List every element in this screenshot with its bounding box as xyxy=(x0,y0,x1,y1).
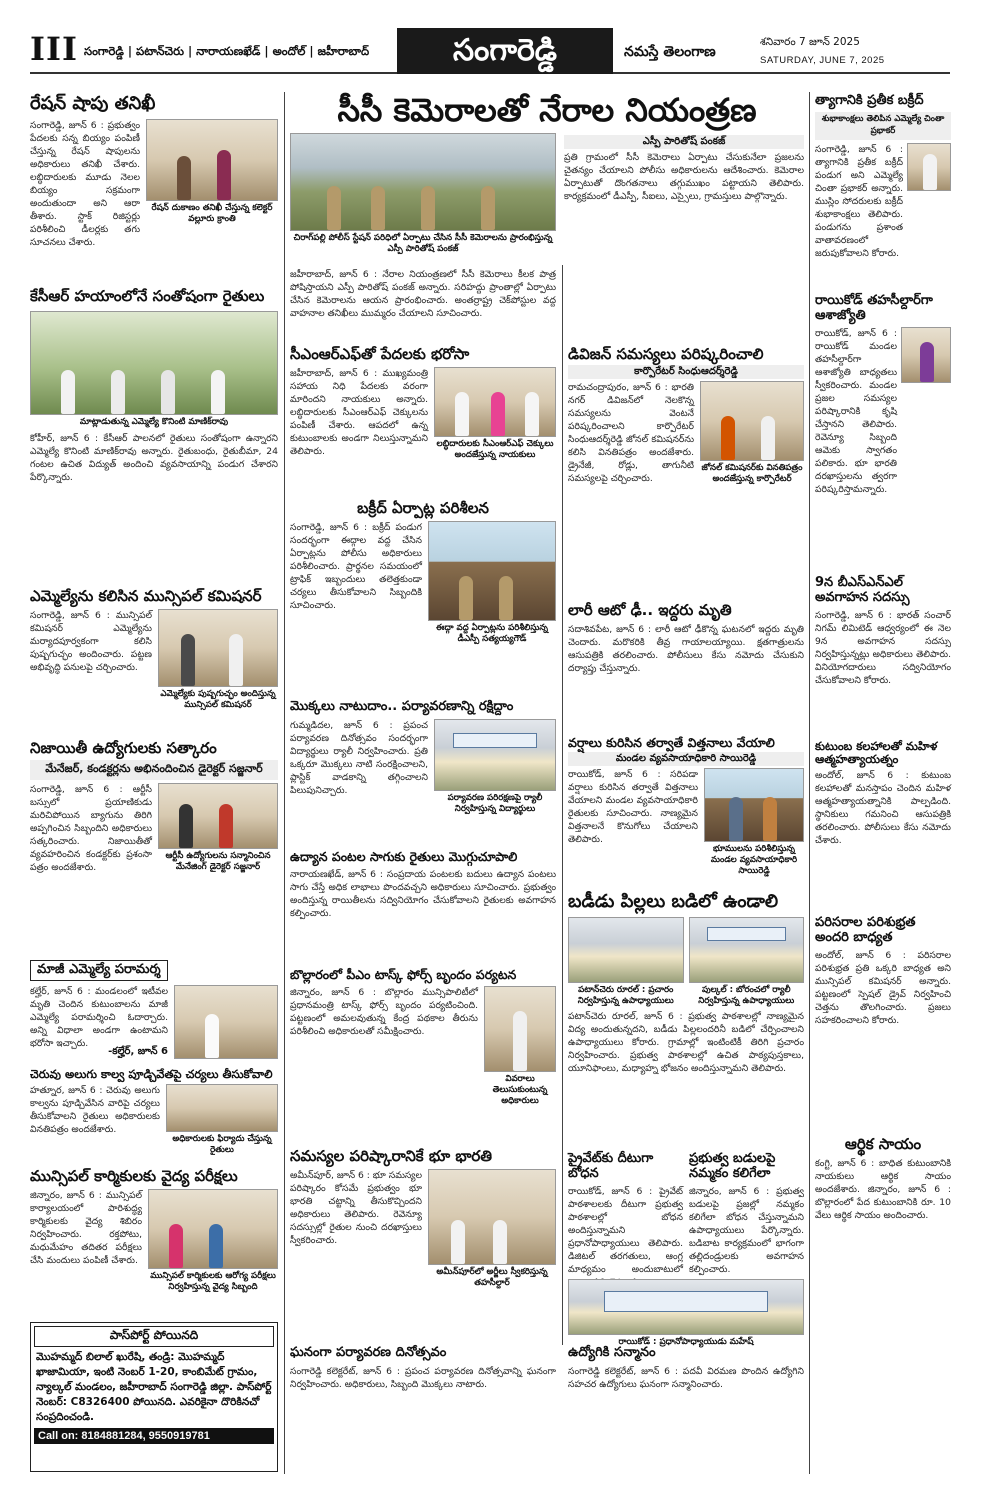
article-body: సంగారెడ్డి కలెక్టరేట్, జూన్ 6 : పదవీ విరమణ పొందిన ఉద్యోగిని సహచర ఉద్యోగులు ఘనంగా సన్మానించారు. xyxy=(568,1365,804,1390)
person-figure xyxy=(205,1014,219,1058)
headline: ఘనంగా పర్యావరణ దినోత్సవం xyxy=(290,1345,447,1360)
photo-caption: మున్సిపల్ కార్మికులకు ఆరోగ్య పరీక్షలు నిర్వహిస్తున్న వైద్య సిబ్బంది xyxy=(150,1271,276,1293)
headline: సమస్యల పరిష్కారానికే భూ భారతి xyxy=(290,1147,493,1165)
article-body: సంగారెడ్డి, జూన్ 6 : త్యాగానికి ప్రతీక బక్రీద్ పండుగ అని ఎమ్మెల్యే చింతా ప్రభాకర్ అన్నారు. ముస్లిం సోదరులకు బక్రీద్ శుభాకాంక్షలు తెలిపారు. పండుగను ప్రశాంత వాతావరణంలో జరుపుకోవాలని కోరారు. xyxy=(815,143,903,259)
article-municipal-health xyxy=(30,1168,278,1318)
article-kcr xyxy=(30,288,278,584)
article-plant-trees xyxy=(290,700,556,846)
person-figure xyxy=(513,1011,527,1071)
portrait-photo xyxy=(901,327,951,383)
article-body: జిన్నారం, జూన్ 6 : మున్సిపల్ కార్యాలయంలో పారిశుద్ధ్య కార్మికులకు వైద్య శిబిరం నిర్వహించారు. రక్తపోటు, మధుమేహం తదితర పరీక్షలు చేసి మందులు పంపిణీ చేశారు. xyxy=(30,1190,142,1267)
district-list: సంగారెడ్డి | పటాన్‌చెరు | నారాయణఖేడ్ | అందోల్ | జహీరాబాద్ xyxy=(84,44,370,58)
headline: మొక్కలు నాటుదాం.. పర్యావరణాన్ని రక్షిద్దాం xyxy=(290,699,514,714)
headline: మున్సిపల్ కార్మికులకు వైద్య పరీక్షలు xyxy=(30,1167,238,1185)
person-figure xyxy=(61,370,75,414)
article-body: రాయికోడ్, జూన్ 6 : సరిపడా వర్షాలు కురిసిన తర్వాతే విత్తనాలు వేయాలని మండల వ్యవసాయాధికారి రైతులకు సూచించారు. నాణ్యమైన విత్తనాలనే కొనుగోలు చేయాలని తెలిపారు. xyxy=(568,769,698,846)
news-photo xyxy=(158,783,278,849)
news-photo xyxy=(290,133,556,231)
ad-body: మొహమ్మద్ బిలాల్ ఖురేషి, తండ్రి: మొహమ్మద్ ఖాజామియా, ఇంటి నెంబర్ 1-20, కాంబిమేట్ గ్రామం, న్యాల్కల్ మండలం, జహీరాబాద్ సంగారెడ్డి జిల్లా. పాస్‌పోర్ట్ నెంబర్: C8326400 పోయినది. ఎవరికైనా దొరికినచో సంప్రదించండి. xyxy=(36,1351,272,1423)
news-photo xyxy=(689,917,805,983)
person-figure xyxy=(209,1224,223,1268)
article-body: అమీన్‌పూర్, జూన్ 6 : భూ సమస్యల పరిష్కారం కోసమే ప్రభుత్వం భూ భారతి చట్టాన్ని తీసుకొచ్చిందని అధికారులు తెలిపారు. రెవెన్యూ సదస్సుల్లో రైతుల నుంచి దరఖాస్తులు స్వీకరించారు. xyxy=(290,1170,422,1247)
person-figure xyxy=(493,1220,507,1264)
paper-name: నమస్తే తెలంగాణ xyxy=(624,44,716,60)
article-ex-mla xyxy=(30,960,278,1064)
photo-caption: ఆర్టీసీ ఉద్యోగులను సన్మానించిన మేనేజింగ్ డైరెక్టర్ సజ్జనార్ xyxy=(165,851,271,873)
person-figure xyxy=(459,576,473,620)
article-cctv-body xyxy=(290,268,556,340)
article-bhu-bharathi xyxy=(290,1148,556,1342)
article-bakrid xyxy=(290,500,556,696)
news-photo xyxy=(568,917,684,983)
rally-banner xyxy=(604,1291,768,1313)
headline: రేషన్ షాపు తనిఖీ xyxy=(30,93,156,114)
person-figure xyxy=(491,392,505,436)
article-body: జహీరాబాద్, జూన్ 6 : నేరాల నియంత్రణలో సీసీ కెమెరాలు కీలక పాత్ర పోషిస్తాయని ఎస్పీ పారితోష్ పంకజ్ అన్నారు. సరిహద్దు ప్రాంతాల్లో ఏర్పాటు చేసిన కెమెరాలను ఆయన ప్రారంభించారు. అంతర్రాష్ట్ర చెక్‌పోస్టుల వద్ద వాహనాల తనిఖీలు ముమ్మరం చేయాలని సూచించారు. xyxy=(290,269,556,319)
headline: ఉద్యాన పంటల సాగుకు రైతులు మొగ్గుచూపాలి xyxy=(290,849,518,864)
article-body: సంగారెడ్డి, జూన్ 6 : బక్రీద్ పండుగ సందర్భంగా ఈద్గాల వద్ద చేసిన ఏర్పాట్లను పోలీసు అధికారులు పరిశీలించారు. ప్రార్థనల సమయంలో ట్రాఫిక్ ఇబ్బందులు తలెత్తకుండా చర్యలు తీసుకోవాలని సిబ్బందికి సూచించారు. xyxy=(290,522,422,612)
photo-caption: రేషన్ దుకాణం తనిఖీ చేస్తున్న కలెక్టర్ వల్లూరు క్రాంతి xyxy=(151,202,273,224)
headline: సీఎంఆర్‌ఎఫ్‌తో పేదలకు భరోసా xyxy=(290,345,470,363)
article-body: సంగారెడ్డి కలెక్టరేట్, జూన్ 6 : ప్రపంచ పర్యావరణ దినోత్సవాన్ని ఘనంగా నిర్వహించారు. అధికారులు, సిబ్బంది మొక్కలు నాటారు. xyxy=(290,1365,556,1390)
article-employee-honour xyxy=(568,1346,804,1472)
photo-caption: అమీన్‌పూర్‌లో అర్జీలు స్వీకరిస్తున్న తహసీల్దార్ xyxy=(436,1267,548,1289)
rally-banner xyxy=(453,733,537,748)
article-cctv-lead xyxy=(290,92,804,266)
person-figure xyxy=(729,797,743,841)
byline: మండల వ్యవసాయాధికారి సాయిరెడ్డి xyxy=(568,752,804,766)
article-body: అందోల్, జూన్ 6 : కుటుంబ కలహాలతో మనస్తాపం చెందిన మహిళ ఆత్మహత్యాయత్నానికి పాల్పడింది. స్థానికులు గమనించి ఆసుపత్రికి తరలించారు. పోలీసులు కేసు నమోదు చేశారు. xyxy=(815,770,951,847)
article-environment-day xyxy=(290,1346,556,1472)
classified-ad-passport xyxy=(30,1322,278,1472)
sub-headline: మేనేజర్, కండక్టర్లను అభినందించిన డైరెక్టర్ సజ్జనార్ xyxy=(30,760,278,780)
article-horticulture xyxy=(290,850,556,964)
photo-caption: మాట్లాడుతున్న ఎమ్మెల్యే కొనింటి మాణిక్‌రావు xyxy=(79,417,229,428)
headline: బక్రీద్ ఏర్పాట్ల పరిశీలన xyxy=(357,499,489,517)
headline: ప్రైవేట్‌కు దీటుగా బోధన xyxy=(568,1151,654,1181)
article-bsnl xyxy=(815,576,951,736)
news-photo xyxy=(428,521,556,621)
headline: కుటుంబ కలహాలతో మహిళ ఆత్మహత్యాయత్నం xyxy=(815,739,938,767)
article-lorry-accident xyxy=(568,602,804,732)
article-family-dispute xyxy=(815,740,951,912)
article-body: రామచంద్రాపురం, జూన్ 6 : భారతి నగర్ డివిజన్‌లో నెలకొన్న సమస్యలను వెంటనే పరిష్కరించాలని కార్పొరేటర్ సింధుఆదర్శ్‌రెడ్డి జోనల్ కమిషనర్‌ను కలిసి వినతిపత్రం అందజేశారు. డ్రైనేజీ, రోడ్లు, తాగునీటి సమస్యలపై చర్చించారు. xyxy=(568,382,694,485)
photo-caption: చిరాగ్‌పల్లి పోలీస్ స్టేషన్ పరిధిలో ఏర్పాటు చేసిన సీసీ కెమెరాలను ప్రారంభిస్తున్న ఎస్పీ పారితోష్ పంకజ్ xyxy=(293,232,553,254)
news-photo xyxy=(174,985,278,1059)
photo-caption: ఈద్గా వద్ద ఏర్పాట్లను పరిశీలిస్తున్న డీఎస్పీ సత్యయ్యగౌడ్ xyxy=(436,623,548,645)
news-photo xyxy=(148,1189,278,1269)
article-sowing-advice xyxy=(568,736,804,888)
page-number: III xyxy=(30,30,78,68)
article-division-issues xyxy=(568,346,804,598)
article-body: సంగారెడ్డి, జూన్ 6 : ప్రభుత్వం పేదలకు సన్న బియ్యం పంపిణీ చేస్తున్న రేషన్ షాపులను అధికారులు తనిఖీ చేశారు. లబ్ధిదారులకు మూడు నెలల బియ్యం సక్రమంగా అందుతుందా అని ఆరా తీశారు. స్టాక్ రిజిస్టర్లు పరిశీలించి డీలర్లకు తగు సూచనలు చేశారు. xyxy=(30,119,140,248)
person-figure xyxy=(763,797,777,841)
person-figure xyxy=(211,370,225,414)
article-private-par xyxy=(568,1151,804,1347)
headline: రాయికోడ్ తహసీల్దార్‌గా ఆశాజ్యోతి xyxy=(815,293,933,323)
article-body: రాయికోడ్, జూన్ 6 : రాయికోడ్ మండల తహసీల్దార్‌గా ఆశాజ్యోతి బాధ్యతలు స్వీకరించారు. మండల ప్రజల సమస్యల పరిష్కారానికి కృషి చేస్తానని తెలిపారు. రెవెన్యూ సిబ్బంది ఆమెకు స్వాగతం పలికారు. భూ భారతి దరఖాస్తులను త్వరగా పరిష్కరిస్తామన్నారు. xyxy=(815,327,897,495)
headline: బొల్లారంలో పీఎం టాస్క్ ఫోర్స్ బృందం పర్యటన xyxy=(290,967,517,982)
photo-caption: ఎమ్మెల్యేకు పుష్పగుచ్ఛం అందిస్తున్న మున్సిపల్ కమిషనర్ xyxy=(160,689,276,711)
article-body: అందోల్, జూన్ 6 : పరిసరాల పరిశుభ్రత ప్రతి ఒక్కరి బాధ్యత అని మున్సిపల్ కమిషనర్ అన్నారు. పట్టణంలో స్పెషల్ డ్రైవ్ నిర్వహించి చెత్తను తొలగించారు. ప్రజలు సహకరించాలని కోరారు. xyxy=(815,949,951,1026)
photo-caption: అధికారులకు ఫిర్యాదు చేస్తున్న రైతులు xyxy=(172,1134,272,1156)
news-photo xyxy=(704,768,804,842)
news-photo xyxy=(568,1279,804,1335)
date-telugu: శనివారం 7 జూన్ 2025 xyxy=(760,36,860,48)
column-divider xyxy=(284,92,285,1474)
person-figure xyxy=(217,150,231,200)
person-figure xyxy=(161,370,175,414)
person-figure xyxy=(177,156,191,200)
article-pond-canal xyxy=(30,1068,278,1164)
headline: కేసీఆర్ హయాంలోనే సంతోషంగా రైతులు xyxy=(30,287,265,305)
photo-caption: పర్యావరణ పరిరక్షణపై ర్యాలీ నిర్వహిస్తున్న విద్యార్థులు xyxy=(447,792,543,814)
article-body: రాయికోడ్, జూన్ 6 : ప్రైవేట్ పాఠశాలలకు దీటుగా ప్రభుత్వ పాఠశాలల్లో బోధన అందిస్తున్నామని ప్రధానోపాధ్యాయులు తెలిపారు. డిజిటల్ తరగతులు, ఆంగ్ల మాధ్యమం అందుబాటులో xyxy=(568,1185,683,1275)
article-body: హత్నూర, జూన్ 6 : చెరువు అలుగు కాల్వను పూడ్చివేసిన వారిపై చర్యలు తీసుకోవాలని రైతులు అధికారులకు వినతిపత్రం అందజేశారు. xyxy=(30,1085,160,1136)
headline: డివిజన్ సమస్యలు పరిష్కరించాలి xyxy=(568,345,764,363)
person-figure xyxy=(481,186,495,230)
person-figure xyxy=(229,634,243,686)
headline: ఆర్థిక సాయం xyxy=(844,1135,922,1153)
headline: వర్షాలు కురిసిన తర్వాతే విత్తనాలు వేయాలి xyxy=(568,735,775,750)
article-body: సంగారెడ్డి, జూన్ 6 : భారత్ సంచార్ నిగమ్ లిమిటెడ్ ఆధ్వర్యంలో ఈ నెల 9న అవగాహన సదస్సు నిర్వహిస్తున్నట్లు అధికారులు తెలిపారు. వినియోగదారులు సద్వినియోగం చేసుకోవాలని కోరారు. xyxy=(815,609,951,686)
article-body: జహీరాబాద్, జూన్ 6 : ముఖ్యమంత్రి సహాయ నిధి పేదలకు వరంగా మారిందని నాయకులు అన్నారు. లబ్ధిదారులకు సీఎంఆర్‌ఎఫ్ చెక్కులను పంపిణీ చేశారు. ఆపదలో ఉన్న కుటుంబాలకు అండగా నిలుస్తున్నామని తెలిపారు. xyxy=(290,368,428,458)
column-divider xyxy=(809,92,810,1474)
article-body: కంగ్టి, జూన్ 6 : బాధిత కుటుంబానికి నాయకులు ఆర్థిక సాయం అందజేశారు. జిన్నారం, జూన్ 6 : బొల్లారంలో పేద కుటుంబానికి రూ. 10 వేలు ఆర్థిక సాయం అందించారు. xyxy=(815,1158,951,1222)
article-body: నారాయణఖేడ్, జూన్ 6 : సంప్రదాయ పంటలకు బదులు ఉద్యాన పంటలు సాగు చేస్తే అధిక లాభాలు పొందవచ్చని అధికారులు సూచించారు. ప్రభుత్వం అందిస్తున్న రాయితీలను సద్వినియోగం చేసుకోవాలని రైతులకు అవగాహన కల్పించారు. xyxy=(290,869,556,920)
photo-caption: లబ్ధిదారులకు సీఎంఆర్‌ఎఫ్ చెక్కులు అందజేస్తున్న నాయకులు xyxy=(436,439,554,461)
photo-caption: భూములను పరిశీలిస్తున్న మండల వ్యవసాయాధికారి సాయిరెడ్డి xyxy=(710,844,798,877)
article-tahsildar xyxy=(815,294,951,572)
article-pm-task-force xyxy=(290,968,556,1144)
article-school-enrolment xyxy=(568,892,804,1148)
person-figure xyxy=(327,186,341,230)
article-body: పటాన్‌చెరు రూరల్, జూన్ 6 : ప్రభుత్వ పాఠశాలల్లో నాణ్యమైన విద్య అందుతున్నదని, బడీడు పిల్లలందరినీ బడిలో చేర్పించాలని ఉపాధ్యాయులు కోరారు. గ్రామాల్లో ఇంటింటికీ తిరిగి ప్రచారం నిర్వహించారు. ప్రభుత్వ పాఠశాలల్లో ఉచిత పాఠ్యపుస్తకాలు, యూనిఫాంలు, మధ్యాహ్న భోజనం అందిస్తున్నామని తెలిపారు. xyxy=(568,1010,804,1074)
headline: 9న బీఎస్‌ఎన్‌ఎల్ అవగాహన సదస్సు xyxy=(815,575,910,605)
headline: బడీడు పిల్లలు బడిలో ఉండాలి xyxy=(568,891,779,912)
person-figure xyxy=(421,186,435,230)
news-photo xyxy=(428,1169,556,1265)
news-photo xyxy=(30,311,278,415)
article-financial-aid xyxy=(815,1136,951,1472)
article-ration-shop xyxy=(30,94,278,284)
news-photo xyxy=(158,609,278,687)
article-body: సంగారెడ్డి, జూన్ 6 : ఆర్టీసీ బస్సులో ప్రయాణికుడు మరిచిపోయిన బ్యాగును తిరిగి అప్పగించిన సిబ్బందిని అధికారులు సత్కరించారు. నిజాయితీతో వ్యవహరించిన కండక్టర్‌కు ప్రశంసా పత్రం అందజేశారు. xyxy=(30,784,152,874)
photo-caption: వివరాలు తెలుసుకుంటున్న అధికారులు xyxy=(492,1074,548,1107)
person-figure xyxy=(455,392,469,436)
headline: ఉద్యోగికి సన్మానం xyxy=(568,1345,656,1360)
person-figure xyxy=(219,804,233,848)
article-honest-employees xyxy=(30,740,278,956)
article-body: సదాశివపేట, జూన్ 6 : లారీ ఆటో ఢీకొన్న ఘటనలో ఇద్దరు మృతి చెందారు. మరొకరికి తీవ్ర గాయాలయ్యాయి. క్షతగాత్రులను ఆసుపత్రికి తరలించారు. పోలీసులు కేసు నమోదు చేసుకుని దర్యాప్తు చేస్తున్నారు. xyxy=(568,624,804,675)
article-body: జిన్నారం, జూన్ 6 : బొల్లారం మున్సిపాలిటీలో ప్రధానమంత్రి టాస్క్ ఫోర్స్ బృందం పర్యటించింది. పట్టణంలో అమలవుతున్న కేంద్ర పథకాల తీరును పరిశీలించి అధికారులతో సమీక్షించారు. xyxy=(290,987,478,1038)
headline: చెరువు అలుగు కాల్వ పూడ్చివేతపై చర్యలు తీసుకోవాలి xyxy=(30,1067,273,1081)
headline: ఎమ్మెల్యేను కలిసిన మున్సిపల్ కమిషనర్ xyxy=(30,587,262,605)
rally-banner xyxy=(707,927,786,941)
article-body: కోహీర్, జూన్ 6 : కేసీఆర్ పాలనలో రైతులు సంతోషంగా ఉన్నారని ఎమ్మెల్యే కొనింటి మాణిక్‌రావు అన్నారు. రైతుబంధు, రైతుబీమా, 24 గంటల ఉచిత విద్యుత్ అందించి వ్యవసాయాన్ని పండుగ చేశారని పేర్కొన్నారు. xyxy=(30,433,278,484)
photo-caption: జోనల్ కమిషనర్‌కు వినతిపత్రం అందజేస్తున్న కార్పొరేటర్ xyxy=(701,463,803,485)
portrait-photo xyxy=(907,143,951,191)
photo-caption: రాయికోడ్ : ప్రధానోపాధ్యాయుడు మహేష్ xyxy=(618,1336,754,1347)
photo-caption: పుల్కల్ : బోరంచలో ర్యాలీ నిర్వహిస్తున్న ఉపాధ్యాయులు xyxy=(698,984,795,1006)
edition-title: సంగారెడ్డి xyxy=(397,28,613,74)
person-figure xyxy=(451,1220,465,1264)
person-figure xyxy=(525,392,539,436)
article-bakrid-greetings xyxy=(815,94,951,290)
article-body: సంగారెడ్డి, జూన్ 6 : మున్సిపల్ కమిషనర్ ఎమ్మెల్యేను మర్యాదపూర్వకంగా కలిసి పుష్పగుచ్ఛం అందించారు. పట్టణ అభివృద్ధి పనులపై చర్చించారు. xyxy=(30,610,152,674)
ad-heading: పాస్‌పోర్ట్ పోయినది xyxy=(34,1326,274,1347)
headline: మాజీ ఎమ్మెల్యే పరామర్శ xyxy=(30,960,168,981)
date-english: SATURDAY, JUNE 7, 2025 xyxy=(760,55,885,66)
article-cmrf xyxy=(290,346,556,496)
headline: ప్రభుత్వ బడులపై నమ్మకం కలిగేలా xyxy=(689,1151,776,1181)
person-figure xyxy=(761,416,775,460)
news-photo xyxy=(434,719,556,791)
news-photo xyxy=(166,1084,278,1132)
photo-caption: పటాన్‌చెరు రూరల్ : ప్రచారం నిర్వహిస్తున్న ఉపాధ్యాయులు xyxy=(577,984,674,1006)
person-figure xyxy=(499,576,513,620)
column-divider xyxy=(562,265,563,1345)
byline: ఎస్పీ పారితోష్ పంకజ్ xyxy=(564,135,804,149)
person-figure xyxy=(111,370,125,414)
masthead xyxy=(30,28,950,74)
person-figure xyxy=(179,804,193,848)
ad-phone-numbers: Call on: 8184881284, 9550919781 xyxy=(34,1428,274,1444)
article-mla-commissioner xyxy=(30,588,278,736)
byline: -కల్హేర్, జూన్ 6 xyxy=(108,1045,168,1057)
headline: పరిసరాల పరిశుభ్రత అందరి బాధ్యత xyxy=(815,915,916,945)
news-photo xyxy=(434,367,556,437)
person-figure xyxy=(371,186,385,230)
headline: నిజాయితీ ఉద్యోగులకు సత్కారం xyxy=(30,739,217,757)
byline: కార్పొరేటర్ సింధుఆదర్శ్‌రెడ్డి xyxy=(568,365,804,379)
sub-headline: శుభాకాంక్షలు తెలిపిన ఎమ్మెల్యే చింతా ప్రభాకర్ xyxy=(815,112,951,140)
person-figure xyxy=(169,1224,183,1268)
person-figure xyxy=(923,154,937,190)
person-figure xyxy=(721,416,735,460)
article-cleanliness xyxy=(815,916,951,1132)
headline: లారీ ఆటో ఢీ.. ఇద్దరు మృతి xyxy=(568,601,732,619)
person-figure xyxy=(920,342,934,382)
lead-headline: సీసీ కెమెరాలతో నేరాల నియంత్రణ xyxy=(337,91,757,129)
news-photo xyxy=(146,119,278,201)
article-body: జిన్నారం, జూన్ 6 : ప్రభుత్వ బడులపై ప్రజల్లో నమ్మకం కలిగేలా బోధన చేస్తున్నామని ఉపాధ్యాయులు పేర్కొన్నారు. బడిబాట కార్యక్రమంలో భాగంగా తల్లిదండ్రులకు అవగాహన కల్పించారు. xyxy=(689,1185,804,1275)
person-figure xyxy=(181,634,195,686)
article-body: ప్రతి గ్రామంలో సీసీ కెమెరాలు ఏర్పాటు చేసుకునేలా ప్రజలను చైతన్యం చేయాలని పోలీసు అధికారులను ఆదేశించారు. కెమెరాల ఏర్పాటుతో దొంగతనాలు తగ్గుముఖం పట్టాయని తెలిపారు. కార్యక్రమంలో డీఎస్పీ, సీఐలు, ఎస్సైలు, గ్రామస్తులు పాల్గొన్నారు. xyxy=(564,151,804,202)
article-body: కల్హేర్, జూన్ 6 : మండలంలో ఇటీవల మృతి చెందిన కుటుంబాలను మాజీ ఎమ్మెల్యే పరామర్శించి ఓదార్చారు. అన్ని విధాలా అండగా ఉంటామని భరోసా ఇచ్చారు. xyxy=(30,985,168,1049)
news-photo xyxy=(484,986,556,1072)
article-body: గుమ్మడిదల, జూన్ 6 : ప్రపంచ పర్యావరణ దినోత్సవం సందర్భంగా విద్యార్థులు ర్యాలీ నిర్వహించారు. ప్రతి ఒక్కరూ మొక్కలు నాటి సంరక్షించాలని, ప్లాస్టిక్ వాడకాన్ని తగ్గించాలని పిలుపునిచ్చారు. xyxy=(290,719,428,796)
news-photo xyxy=(700,381,804,461)
headline: త్యాగానికి ప్రతీక బక్రీద్ xyxy=(815,93,924,108)
